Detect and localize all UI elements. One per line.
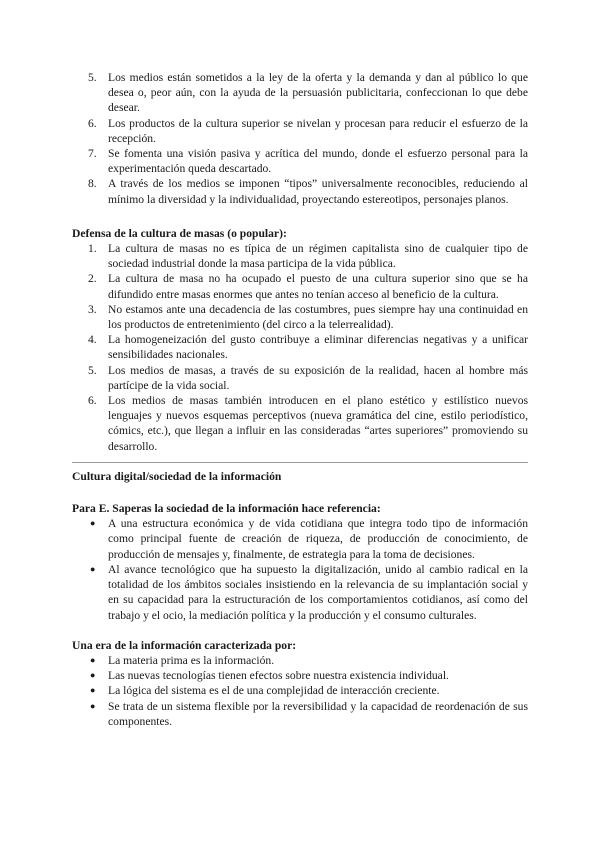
- list-item-text: A una estructura económica y de vida cotidiana que integra todo tipo de información como principal fuente de creación de riqueza, de producción de conocimiento, de producción de mensajes y, finalmente, de estrategia para la toma de decisiones.: [108, 517, 528, 561]
- list-item: [72, 271, 528, 301]
- era-heading: Una era de la información caracterizada por:: [72, 638, 297, 652]
- spacer: [72, 207, 528, 226]
- defensa-list: [72, 241, 528, 454]
- list-number: 8.: [88, 177, 97, 191]
- list-item: [72, 176, 528, 206]
- cultura-superior-list: [72, 70, 528, 207]
- list-item-text: La homogeneización del gusto contribuye a eliminar diferencias negativas y a unificar sensibilidades nacionales.: [108, 333, 528, 362]
- bullet-icon: ●: [90, 685, 96, 696]
- spacer: [72, 623, 528, 638]
- bullet-icon: ●: [90, 670, 96, 681]
- list-item-text: A través de los medios se imponen “tipos” universalmente reconocibles, reduciendo al mínimo la diversidad y la individualidad, proyectando estereotipos, personajes planos.: [108, 177, 528, 206]
- list-item: [72, 516, 528, 562]
- bullet-icon: ●: [90, 518, 96, 529]
- list-number: 2.: [88, 272, 97, 286]
- saperas-list: [72, 516, 528, 622]
- list-item: [72, 116, 528, 146]
- saperas-heading: Para E. Saperas la sociedad de la información hace referencia:: [72, 502, 381, 516]
- list-item-text: La cultura de masas no es típica de un régimen capitalista sino de cualquier tipo de sociedad industrial donde la masa participa de la vida pública.: [108, 242, 528, 271]
- list-number: 4.: [88, 333, 97, 347]
- list-item: [72, 393, 528, 454]
- list-item-text: La materia prima es la información.: [108, 653, 275, 667]
- list-number: 3.: [88, 302, 97, 316]
- list-item-text: Los medios de masas también introducen en el plano estético y estilístico nuevos lenguajes y nuevos esquemas perceptivos (nueva gramática del cine, estilo periodístico, cómics, etc.), que llegan a influir en las consideradas “artes superiores” promoviendo su desarrollo.: [108, 394, 528, 453]
- list-item-text: Los medios están sometidos a la ley de la oferta y la demanda y dan al público lo que desea o, peor aún, con la ayuda de la persuasión publicitaria, confeccionan lo que debe desear.: [108, 71, 528, 115]
- list-item: [72, 332, 528, 362]
- list-item: [72, 668, 528, 683]
- list-item-text: La cultura de masa no ha ocupado el puesto de una cultura superior sino que se ha difundido entre masas enormes que antes no tenían acceso al beneficio de la cultura.: [108, 272, 528, 301]
- list-item: [72, 146, 528, 176]
- list-item: [72, 683, 528, 698]
- list-item-text: Las nuevas tecnologías tienen efectos sobre nuestra existencia individual.: [108, 669, 449, 683]
- list-number: 5.: [88, 71, 97, 84]
- list-item-text: La lógica del sistema es el de una complejidad de interacción creciente.: [108, 684, 440, 698]
- list-item: [72, 241, 528, 271]
- era-list: [72, 653, 528, 729]
- list-item-text: Al avance tecnológico que ha supuesto la digitalización, unido al cambio radical en la totalidad de los ámbitos sociales insistiendo en la relevancia de su implantación social y en su capacidad para la estructuración de los comportamientos cotidianos, así como del trabajo y el ocio, la mediación política y la producción y el consumo culturales.: [108, 562, 528, 622]
- list-item: [72, 562, 528, 623]
- list-number: 1.: [88, 242, 97, 256]
- list-item: [72, 653, 528, 668]
- list-item: [72, 302, 528, 332]
- bullet-icon: ●: [90, 563, 96, 574]
- list-number: 6.: [88, 116, 97, 130]
- bullet-icon: ●: [90, 654, 96, 665]
- list-item-text: Se fomenta una visión pasiva y acrítica del mundo, donde el esfuerzo personal para la experimentación queda descartado.: [108, 147, 528, 176]
- list-number: 5.: [88, 363, 97, 377]
- list-item-text: Se trata de un sistema flexible por la reversibilidad y la capacidad de reordenación de sus componentes.: [108, 699, 528, 728]
- spacer: [72, 484, 528, 501]
- list-item-text: No estamos ante una decadencia de las costumbres, pues siempre hay una continuidad en los productos de entretenimiento (del circo a la telerrealidad).: [108, 302, 528, 332]
- section-title: Cultura digital/sociedad de la información: [72, 469, 282, 483]
- section-divider: [72, 462, 528, 463]
- list-number: 6.: [88, 394, 97, 408]
- list-item: [72, 699, 528, 729]
- list-item-text: Los medios de masas, a través de su exposición de la realidad, hacen al hombre más partícipe de la vida social.: [108, 363, 528, 392]
- list-number: 7.: [88, 147, 97, 161]
- bullet-icon: ●: [90, 700, 96, 711]
- list-item: [72, 70, 528, 116]
- list-item-text: Los productos de la cultura superior se nivelan y procesan para reducir el esfuerzo de la recepción.: [108, 116, 528, 145]
- defensa-heading: Defensa de la cultura de masas (o popular):: [72, 226, 287, 240]
- list-item: [72, 363, 528, 393]
